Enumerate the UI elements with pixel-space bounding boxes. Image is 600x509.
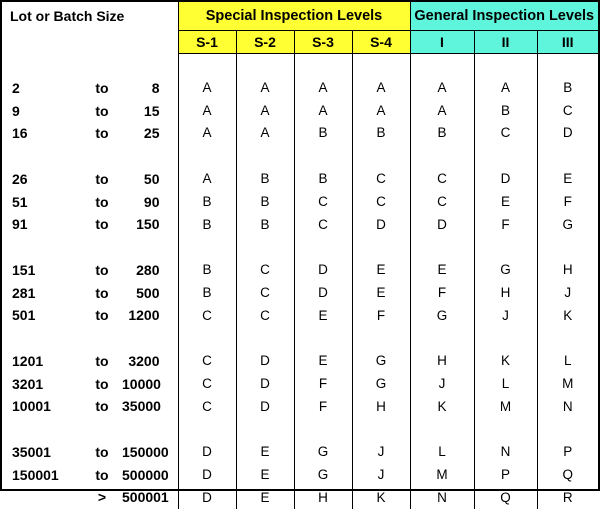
lot-from: 501 [12,307,36,324]
lot-to-word: to [95,79,109,96]
lot-from: 26 [12,170,28,187]
code-letter-iii: C [562,102,573,118]
lot-from: 150001 [12,466,59,483]
group-spacer-row [2,327,598,350]
spacer-cell [352,418,410,441]
lot-to-word: to [95,125,109,142]
lot-range [2,172,178,186]
spacer-cell [178,236,236,259]
lot-range [2,354,178,368]
code-letter-s3: B [294,168,352,191]
spacer-cell [410,418,474,441]
code-letter-i: D [410,213,474,236]
code-letter-s2: B [236,190,294,213]
lot-to-word: to [95,261,109,278]
lot-to-word: to [95,375,109,392]
table-row [2,486,598,509]
spacer-cell [474,418,537,441]
lot-range [2,490,178,504]
code-letter-s2: C [236,281,294,304]
spacer-cell [537,236,598,259]
lot-range [2,263,178,277]
code-letter-s1: D [178,441,236,464]
lot-upto: 150000 [122,444,169,461]
code-letter-s2: D [236,395,294,418]
code-letter-s3: D [294,281,352,304]
lot-from: 1201 [12,353,44,370]
table-row [2,463,598,486]
spacer-cell [2,236,178,259]
code-letter-s2: E [236,463,294,486]
code-letter-i: C [410,168,474,191]
spacer-cell [178,327,236,350]
spacer-cell [236,418,294,441]
code-letter-s4: C [352,168,410,191]
code-letter-iii: D [562,125,573,141]
lot-to-word: to [95,284,109,301]
code-letter-s1: B [178,190,236,213]
code-letter-iii: Q [562,467,573,483]
lot-to-word: to [95,193,109,210]
spacer-cell [2,53,178,77]
code-letter-s3: A [294,99,352,122]
spacer-cell [178,418,236,441]
code-letter-s1: C [178,304,236,327]
code-letter-s4: J [352,463,410,486]
lot-from: 91 [12,216,28,233]
group-spacer-row [2,53,598,77]
group-spacer-row [2,418,598,441]
table-row [2,372,598,395]
code-letter-s3: G [294,441,352,464]
spacer-cell [537,418,598,441]
spacer-cell [2,327,178,350]
code-letter-s4: C [352,190,410,213]
code-letter-s1: C [178,395,236,418]
lot-to-word: > [97,489,107,506]
lot-range-cell [2,395,178,418]
code-letter-ii: P [474,463,537,486]
code-letter-s2: D [236,350,294,373]
code-letter-i: F [410,281,474,304]
table-row [2,168,598,191]
lot-size-header: Lot or Batch Size [2,2,178,53]
code-letter-i: A [410,99,474,122]
spacer-cell [474,236,537,259]
code-letter-s1: B [178,281,236,304]
code-letter-ii: A [474,77,537,100]
code-letter-i: M [410,463,474,486]
code-letter-s4: E [352,259,410,282]
lot-range [2,377,178,391]
code-letter-iii: E [563,171,573,187]
sample-size-code-table [2,2,598,509]
lot-range-cell [2,213,178,236]
code-letter-ii: D [474,168,537,191]
lot-range [2,399,178,413]
code-letter-s2: A [236,77,294,100]
lot-range-cell [2,259,178,282]
code-letter-s1: C [178,372,236,395]
code-letter-s4: F [352,304,410,327]
lot-range-cell [2,77,178,100]
level-ii-header: II [474,30,537,53]
code-letter-s1: A [178,122,236,145]
spacer-cell [2,418,178,441]
code-letter-i: G [410,304,474,327]
code-letter-s3: B [294,122,352,145]
lot-upto: 90 [143,193,160,210]
lot-range-cell [2,441,178,464]
code-letter-s4: G [352,350,410,373]
code-letter-s3: F [294,395,352,418]
code-letter-s4: K [352,486,410,509]
lot-range-cell [2,463,178,486]
level-s2-header: S-2 [236,30,294,53]
lot-from: 281 [12,284,36,301]
code-letter-ii: N [474,441,537,464]
lot-from: 35001 [12,444,51,461]
code-letter-i: J [410,372,474,395]
code-letter-iii: G [562,216,573,232]
table-row [2,77,598,100]
lot-range-cell [2,168,178,191]
code-letter-s1: A [178,168,236,191]
code-letter-s4: B [352,122,410,145]
lot-range [2,468,178,482]
lot-range [2,308,178,322]
code-letter-s3: A [294,77,352,100]
group-spacer-row [2,236,598,259]
spacer-cell [236,145,294,168]
lot-range [2,217,178,231]
table-row [2,304,598,327]
code-letter-s3: C [294,213,352,236]
lot-from: 51 [12,193,28,210]
level-s3-header: S-3 [294,30,352,53]
code-letter-s1: C [178,350,236,373]
lot-upto: 150 [136,216,160,233]
code-letter-ii: C [474,122,537,145]
spacer-cell [352,327,410,350]
lot-from: 16 [12,125,28,142]
code-letter-iii: K [563,307,573,323]
lot-upto: 35000 [122,398,161,415]
code-letter-ii: K [474,350,537,373]
spacer-cell [352,53,410,77]
code-letter-ii: L [474,372,537,395]
level-s1-header: S-1 [178,30,236,53]
table-row [2,122,598,145]
code-letter-s2: D [236,372,294,395]
lot-from: 151 [12,261,36,278]
code-letter-s4: A [352,99,410,122]
spacer-cell [410,327,474,350]
code-letter-iii: L [563,353,572,369]
code-letter-s3: C [294,190,352,213]
code-letter-iii: J [564,284,572,300]
lot-upto: 500000 [122,466,169,483]
table-row [2,350,598,373]
table-row [2,395,598,418]
code-letter-ii: F [474,213,537,236]
code-letter-s3: E [294,304,352,327]
code-letter-i: A [410,77,474,100]
lot-range-cell [2,190,178,213]
lot-to-word: to [95,466,109,483]
code-letter-s1: B [178,259,236,282]
lot-upto: 280 [136,261,160,278]
spacer-cell [474,145,537,168]
table-row [2,99,598,122]
spacer-cell [294,53,352,77]
spacer-cell [410,236,474,259]
lot-upto: 50 [143,170,160,187]
code-letter-s3: D [294,259,352,282]
spacer-cell [474,327,537,350]
lot-range-cell [2,486,178,509]
code-letter-iii: R [562,489,573,505]
lot-range-cell [2,281,178,304]
code-letter-ii: Q [474,486,537,509]
table-row [2,259,598,282]
code-letter-s4: G [352,372,410,395]
code-letter-s1: A [178,99,236,122]
lot-from: 10001 [12,398,51,415]
spacer-cell [236,236,294,259]
lot-range-cell [2,304,178,327]
spacer-cell [294,327,352,350]
lot-range [2,195,178,209]
spacer-cell [410,53,474,77]
code-letter-s4: A [352,77,410,100]
code-letter-s2: E [236,441,294,464]
spacer-cell [352,236,410,259]
code-letter-s3: G [294,463,352,486]
table-row [2,190,598,213]
lot-to-word: to [95,170,109,187]
code-letter-ii: B [474,99,537,122]
lot-from: 9 [12,102,20,119]
lot-range [2,445,178,459]
spacer-cell [178,53,236,77]
code-letter-iii: N [562,398,573,414]
spacer-cell [537,327,598,350]
spacer-cell [178,145,236,168]
spacer-cell [236,327,294,350]
table-row [2,281,598,304]
code-letter-s2: B [236,213,294,236]
code-letter-s4: J [352,441,410,464]
code-letter-iii: H [562,262,573,278]
spacer-cell [294,236,352,259]
level-i-header: I [410,30,474,53]
lot-range-cell [2,372,178,395]
code-letter-s2: A [236,122,294,145]
code-letter-s3: E [294,350,352,373]
code-letter-s2: A [236,99,294,122]
group-spacer-row [2,145,598,168]
code-letter-i: H [410,350,474,373]
code-letter-s4: H [352,395,410,418]
spacer-cell [537,145,598,168]
code-letter-s1: B [178,213,236,236]
code-letter-s1: D [178,463,236,486]
lot-from: 2 [12,79,20,96]
lot-upto: 1200 [128,307,160,324]
code-letter-iii: B [563,80,573,96]
spacer-cell [474,53,537,77]
code-letter-s3: F [294,372,352,395]
code-letter-s1: D [178,486,236,509]
code-letter-ii: E [474,190,537,213]
spacer-cell [294,418,352,441]
code-letter-iii: P [563,444,573,460]
code-letter-s2: C [236,259,294,282]
lot-range-cell [2,350,178,373]
general-levels-header: General Inspection Levels [410,2,598,30]
lot-upto: 500 [136,284,160,301]
lot-range [2,126,178,140]
level-iii-header: III [537,30,598,53]
lot-upto: 500001 [122,489,169,506]
code-letter-i: C [410,190,474,213]
spacer-cell [2,145,178,168]
code-letter-ii: J [474,304,537,327]
lot-range-cell [2,122,178,145]
code-letter-s1: A [178,77,236,100]
code-letter-i: K [410,395,474,418]
code-letter-iii: M [562,375,574,391]
lot-to-word: to [95,307,109,324]
lot-from: 3201 [12,375,44,392]
spacer-cell [537,53,598,77]
code-letter-i: N [410,486,474,509]
code-letter-s4: D [352,213,410,236]
lot-upto: 15 [143,102,160,119]
code-letter-s4: E [352,281,410,304]
spacer-cell [352,145,410,168]
table-row [2,441,598,464]
lot-range [2,104,178,118]
lot-upto: 3200 [128,353,160,370]
lot-to-word: to [95,102,109,119]
table-row [2,213,598,236]
lot-range [2,286,178,300]
lot-upto: 10000 [122,375,161,392]
lot-range-cell [2,99,178,122]
lot-range [2,81,178,95]
spacer-cell [236,53,294,77]
code-letter-s3: H [294,486,352,509]
code-letter-iii: F [563,193,572,209]
level-s4-header: S-4 [352,30,410,53]
lot-upto: 8 [151,79,160,96]
lot-to-word: to [95,398,109,415]
code-letter-s2: E [236,486,294,509]
code-letter-s2: B [236,168,294,191]
lot-upto: 25 [143,125,160,142]
code-letter-ii: M [474,395,537,418]
special-levels-header: Special Inspection Levels [178,2,410,30]
code-letter-i: E [410,259,474,282]
spacer-cell [294,145,352,168]
lot-to-word: to [95,353,109,370]
code-letter-ii: G [474,259,537,282]
spacer-cell [410,145,474,168]
code-letter-i: L [410,441,474,464]
code-letter-ii: H [474,281,537,304]
code-letter-s2: C [236,304,294,327]
code-letter-i: B [410,122,474,145]
lot-to-word: to [95,216,109,233]
lot-to-word: to [95,444,109,461]
